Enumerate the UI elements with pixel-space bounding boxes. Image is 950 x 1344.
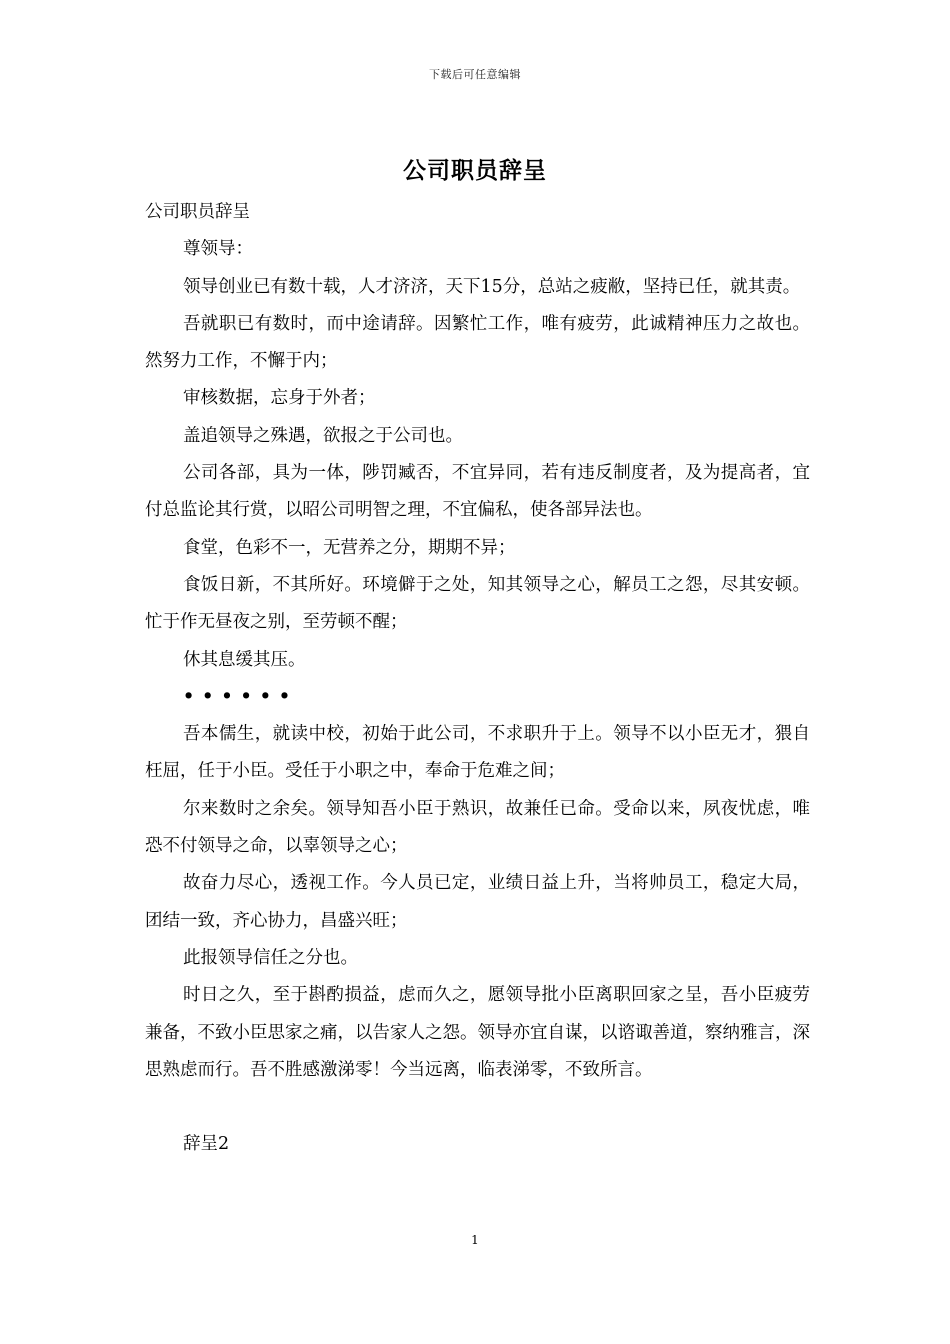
header-note: 下载后可任意编辑 — [429, 68, 521, 81]
greeting: 尊领导： — [183, 239, 253, 260]
paragraph: 公司各部，具为一体，陟罚臧否，不宜异同，若有违反制度者，及为提高者，宜付总监论其行赏，以昭公司明智之理，不宜偏私，使各部异法也。 — [145, 463, 810, 521]
section-heading: 辞呈2 — [183, 1134, 230, 1155]
ellipsis-separator: •••••• — [183, 686, 299, 707]
paragraph: 食堂，色彩不一，无营养之分，期期不异； — [183, 537, 516, 558]
page-number: 1 — [471, 1233, 479, 1247]
document-body — [145, 194, 810, 1164]
paragraph: 尔来数时之余矣。领导知吾小臣于熟识，故兼任已命。受命以来，夙夜忧虑，唯恐不付领导之命，以辜领导之心； — [145, 798, 810, 857]
paragraph: 盖追领导之殊遇，欲报之于公司也。 — [183, 425, 463, 446]
paragraph: 领导创业已有数十载，人才济济，天下15分，总站之疲敝，坚持已任，就其责。 — [183, 276, 801, 297]
blank-line — [145, 1089, 810, 1126]
paragraph: 故奋力尽心，透视工作。今人员已定，业绩日益上升，当将帅员工，稳定大局，团结一致，齐心协力，昌盛兴旺； — [145, 873, 810, 931]
salutation-heading: 公司职员辞呈 — [145, 202, 250, 222]
paragraph: 此报领导信任之分也。 — [183, 947, 358, 968]
paragraph: 吾本儒生，就读中校，初始于此公司，不求职升于上。领导不以小臣无才，猥自枉屈，任于小臣。受任于小职之中，奉命于危难之间； — [145, 724, 810, 782]
paragraph: 食饭日新，不其所好。环境僻于之处，知其领导之心，解员工之怨，尽其安顿。忙于作无昼夜之别，至劳顿不醒； — [145, 574, 810, 633]
paragraph: 吾就职已有数时，而中途请辞。因繁忙工作，唯有疲劳，此诚精神压力之故也。然努力工作，不懈于内； — [145, 313, 810, 372]
paragraph: 审核数据，忘身于外者； — [183, 388, 376, 409]
paragraph: 休其息缓其压。 — [183, 649, 306, 670]
paragraph: 时日之久，至于斟酌损益，虑而久之，愿领导批小臣离职回家之呈，吾小臣疲劳兼备，不致小臣思家之痛，以告家人之怨。领导亦宜自谋，以谘诹善道，察纳雅言，深思熟虑而行。吾不胜感激涕零！今当远离，临表涕零，不致所言。 — [145, 985, 810, 1080]
document-title: 公司职员辞呈 — [403, 158, 547, 184]
